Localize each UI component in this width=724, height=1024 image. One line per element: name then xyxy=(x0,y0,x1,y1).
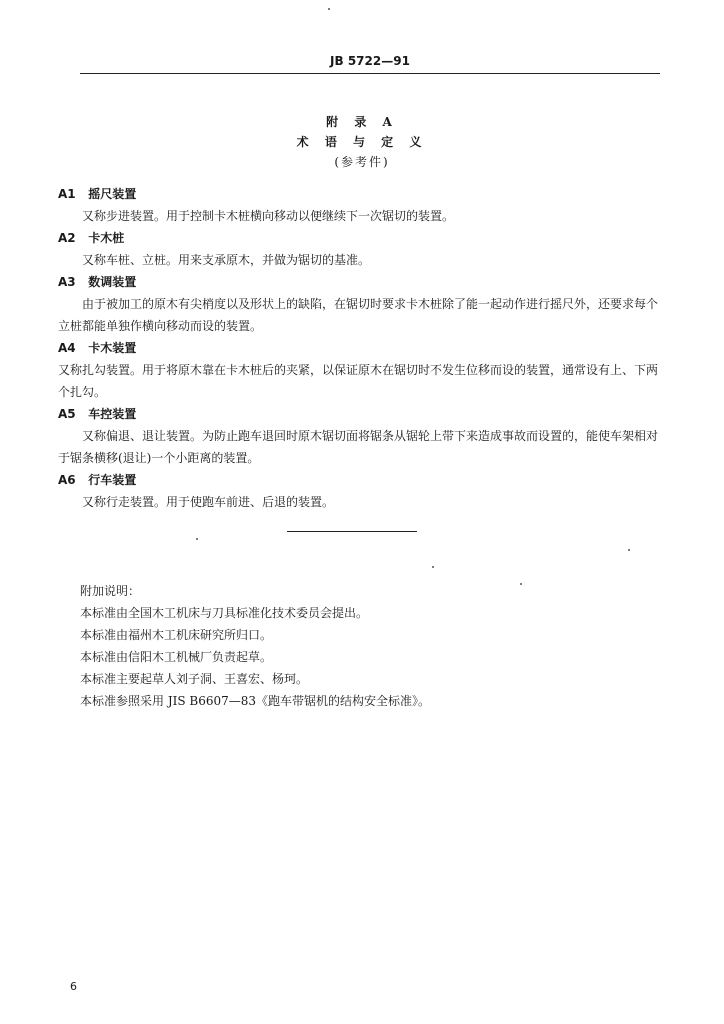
notes-heading: 附加说明： xyxy=(80,584,141,598)
section-divider xyxy=(287,531,417,532)
appendix-type: (参考件) xyxy=(334,155,390,169)
term-heading xyxy=(58,271,662,293)
term-name: 卡木桩 xyxy=(88,231,125,245)
scan-speck xyxy=(628,549,630,551)
note-line: 本标准主要起草人刘子洞、王喜宏、杨珂。 xyxy=(80,672,309,686)
term-heading xyxy=(58,227,662,249)
term-name: 摇尺装置 xyxy=(88,187,137,201)
terms-list xyxy=(58,183,662,513)
term-a3 xyxy=(58,271,662,337)
header-rule xyxy=(80,73,660,74)
term-heading xyxy=(58,183,662,205)
term-code: A2 xyxy=(58,231,76,245)
note-line: 本标准参照采用 JIS B6607—83《跑车带锯机的结构安全标准》。 xyxy=(80,694,431,708)
scan-speck xyxy=(432,566,434,568)
term-code: A4 xyxy=(58,341,76,355)
term-code: A6 xyxy=(58,473,76,487)
appendix-label: 附 录 A xyxy=(326,115,398,129)
appendix-title-block xyxy=(0,112,724,172)
term-definition: 由于被加工的原木有尖梢度以及形状上的缺陷，在锯切时要求卡木桩除了能一起动作进行摇尺外，还要求每个立桩都能单独作横向移动而设的装置。 xyxy=(58,297,659,333)
term-definition: 又称步进装置。用于控制卡木桩横向移动以便继续下一次锯切的装置。 xyxy=(82,209,455,223)
term-heading xyxy=(58,469,662,491)
term-definition: 又称扎勾装置。用于将原木靠在卡木桩后的夹紧，以保证原木在锯切时不发生位移而设的装置，通常设有上、下两个扎勾。 xyxy=(58,363,659,399)
scan-speck xyxy=(328,8,330,10)
term-heading xyxy=(58,337,662,359)
term-definition: 又称车桩、立桩。用来支承原木，并做为锯切的基准。 xyxy=(82,253,371,267)
page-number: 6 xyxy=(70,980,77,993)
term-a4 xyxy=(58,337,662,403)
term-name: 卡木装置 xyxy=(88,341,137,355)
note-line: 本标准由全国木工机床与刀具标准化技术委员会提出。 xyxy=(80,606,369,620)
term-name: 行车装置 xyxy=(88,473,137,487)
scan-speck xyxy=(520,583,522,585)
note-line: 本标准由信阳木工机械厂负责起草。 xyxy=(80,650,273,664)
term-a6 xyxy=(58,469,662,513)
doc-number-header: JB 5722—91 xyxy=(330,54,410,68)
scan-speck xyxy=(196,538,198,540)
term-a1 xyxy=(58,183,662,227)
note-line: 本标准由福州木工机床研究所归口。 xyxy=(80,628,273,642)
term-name: 车控装置 xyxy=(88,407,137,421)
term-a2 xyxy=(58,227,662,271)
term-name: 数调装置 xyxy=(88,275,137,289)
term-code: A3 xyxy=(58,275,76,289)
term-heading xyxy=(58,403,662,425)
term-code: A5 xyxy=(58,407,76,421)
appendix-title: 术 语 与 定 义 xyxy=(296,135,428,149)
term-a5 xyxy=(58,403,662,469)
term-definition: 又称行走装置。用于使跑车前进、后退的装置。 xyxy=(82,495,335,509)
additional-notes xyxy=(80,580,660,712)
term-definition: 又称偏退、退让装置。为防止跑车退回时原木锯切面将锯条从锯轮上带下来造成事故而设置的，能使车架相对于锯条横移(退让)一个小距离的装置。 xyxy=(58,429,659,465)
term-code: A1 xyxy=(58,187,76,201)
